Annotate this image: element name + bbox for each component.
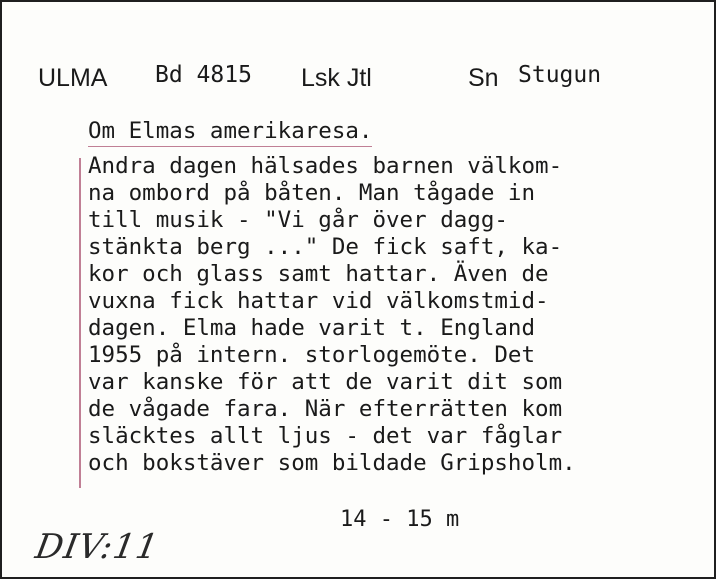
body-line: Andra dagen hälsades barnen välkom- <box>88 153 563 179</box>
body-line: 1955 på intern. storlogemöte. Det <box>88 342 536 368</box>
landskap-label: Lsk Jtl <box>301 64 372 92</box>
body-line: var kanske för att de varit dit som <box>88 369 563 395</box>
socken-label: Sn <box>468 64 499 92</box>
archive-card <box>2 2 714 577</box>
body-line: stänkta berg ..." De fick saft, ka- <box>88 234 563 260</box>
parish-name: Stugun <box>518 62 602 88</box>
body-line: till musik - "Vi går över dagg- <box>88 207 508 233</box>
body-line: kor och glass samt hattar. Även de <box>88 261 549 287</box>
body-line: vuxna fick hattar vid välkomstmid- <box>88 288 549 314</box>
card-body <box>88 153 688 477</box>
body-line: släcktes allt ljus - det var fåglar <box>88 423 563 449</box>
handwritten-note: DIV:11 <box>32 527 163 567</box>
page-range: 14 - 15 m <box>340 507 460 532</box>
card-title: Om Elmas amerikaresa. <box>88 118 372 147</box>
margin-rule <box>79 158 81 488</box>
body-line: och bokstäver som bildade Gripsholm. <box>88 450 576 476</box>
body-line: na ombord på båten. Man tågade in <box>88 180 536 206</box>
body-line: dagen. Elma hade varit t. England <box>88 315 536 341</box>
record-number: Bd 4815 <box>155 62 252 88</box>
body-line: de vågade fara. När efterrätten kom <box>88 396 563 422</box>
archive-name: ULMA <box>38 64 108 92</box>
